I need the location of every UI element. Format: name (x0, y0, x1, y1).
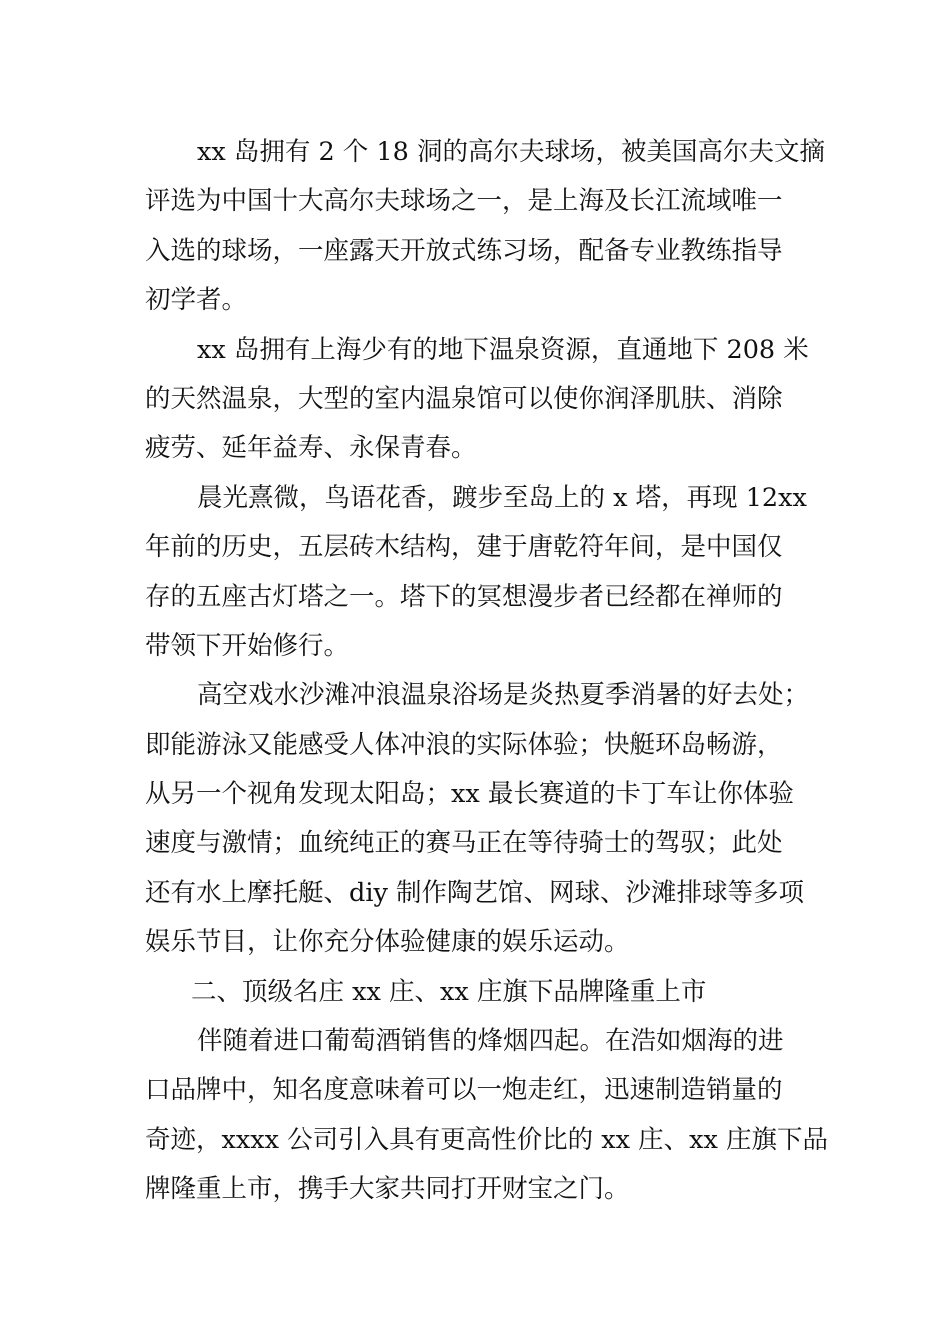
paragraph-line: 晨光熹微，鸟语花香，踱步至岛上的 x 塔，再现 12xx (197, 482, 807, 513)
section-heading-text: 二、顶级名庄 xx 庄、xx 庄旗下品牌隆重上市 (191, 976, 707, 1007)
paragraph-line: 还有水上摩托艇、diy 制作陶艺馆、网球、沙滩排球等多项 (145, 877, 804, 908)
section-heading (145, 968, 825, 1017)
paragraph-line: 伴随着进口葡萄酒销售的烽烟四起。在浩如烟海的进 (197, 1026, 784, 1057)
paragraph-line: 高空戏水沙滩冲浪温泉浴场是炎热夏季消暑的好去处； (197, 680, 810, 711)
paragraph-line: 入选的球场，一座露天开放式练习场，配备专业教练指导 (145, 235, 783, 266)
paragraph-line: 奇迹，xxxx 公司引入具有更高性价比的 xx 庄、xx 庄旗下品 (145, 1124, 828, 1155)
paragraph-tower (145, 474, 825, 672)
paragraph-hot-spring (145, 326, 825, 474)
paragraph-line: 口品牌中，知名度意味着可以一炮走红，迅速制造销量的 (145, 1075, 783, 1106)
paragraph-line: 存的五座古灯塔之一。塔下的冥想漫步者已经都在禅师的 (145, 581, 783, 612)
paragraph-line: 速度与激情；血统纯正的赛马正在等待骑士的驾驭；此处 (145, 828, 783, 859)
paragraph-line: 的天然温泉，大型的室内温泉馆可以使你润泽肌肤、消除 (145, 383, 783, 414)
paragraph-line: 牌隆重上市，携手大家共同打开财宝之门。 (145, 1174, 630, 1205)
paragraph-wine (145, 1017, 828, 1215)
document-body (145, 128, 828, 1215)
paragraph-line: 年前的历史，五层砖木结构，建于唐乾符年间，是中国仅 (145, 532, 783, 563)
paragraph-line: 带领下开始修行。 (145, 630, 350, 661)
paragraph-line: 即能游泳又能感受人体冲浪的实际体验；快艇环岛畅游， (145, 729, 783, 760)
paragraph-line: 娱乐节目，让你充分体验健康的娱乐运动。 (145, 927, 630, 958)
paragraph-line: 从另一个视角发现太阳岛；xx 最长赛道的卡丁车让你体验 (145, 779, 794, 810)
paragraph-activities (145, 671, 825, 967)
paragraph-line: 疲劳、延年益寿、永保青春。 (145, 433, 477, 464)
paragraph-golf (145, 128, 825, 326)
paragraph-line: xx 岛拥有上海少有的地下温泉资源，直通地下 208 米 (197, 334, 809, 365)
paragraph-line: xx 岛拥有 2 个 18 洞的高尔夫球场，被美国高尔夫文摘 (197, 137, 825, 167)
paragraph-line: 初学者。 (145, 285, 248, 316)
paragraph-line: 评选为中国十大高尔夫球场之一，是上海及长江流域唯一 (145, 186, 783, 217)
